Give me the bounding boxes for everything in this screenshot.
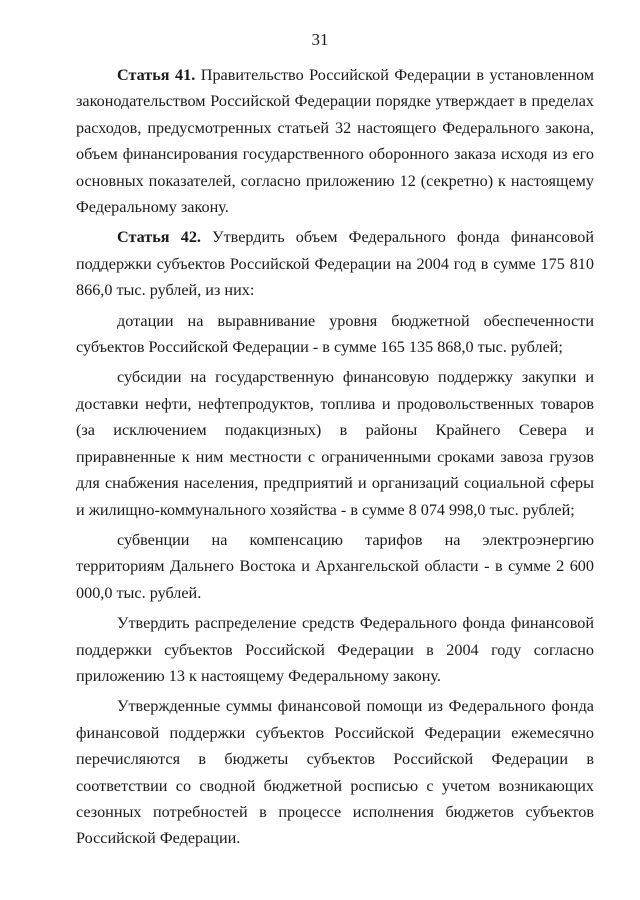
article-41-paragraph bbox=[76, 62, 594, 220]
document-body bbox=[76, 62, 594, 856]
article-42-item-subsidies-equalization: дотации на выравнивание уровня бюджетной обеспеченности субъектов Российской Федерации - в сумме 165 135 868,0 тыс. рублей; bbox=[76, 311, 594, 357]
article-42-transfer-paragraph: Утвержденные суммы финансовой помощи из Федерального фонда финансовой поддержки субъектов Российской Федерации ежемесячно перечисляются в бюджеты субъектов Российской Федерации в соответствии со сводной бюджетной росписью с учетом возникающих сезонных потребностей в процессе исполнения бюджетов субъектов Российской Федерации. bbox=[76, 697, 594, 848]
article-42-paragraph bbox=[76, 224, 594, 303]
article-42-item-subventions-electricity: субвенции на компенсацию тарифов на электроэнергию территориям Дальнего Востока и Архангельской области - в сумме 2 600 000,0 тыс. рублей. bbox=[76, 530, 594, 602]
article-41-text: Правительство Российской Федерации в установленном законодательством Российской Федерации порядке утверждает в пределах расходов, предусмотренных статьей 32 настоящего Федерального закона, объем финансирования государственного оборонного заказа исходя из его основных показателей, согласно приложению 12 (секретно) к настоящему Федеральному закону. bbox=[76, 66, 594, 217]
article-42-heading: Статья 42. bbox=[117, 228, 201, 247]
article-42-text: Утвердить объем Федерального фонда финансовой поддержки субъектов Российской Федерации на 2004 год в сумме 175 810 866,0 тыс. рублей, из них: bbox=[76, 228, 594, 300]
article-42-item-subsidies-fuel-delivery: субсидии на государственную финансовую поддержку закупки и доставки нефти, нефтепродуктов, топлива и продовольственных товаров (за исключением подакцизных) в районы Крайнего Севера и приравненные к ним местности с ограниченными сроками завоза грузов для снабжения населения, предприятий и организаций социальной сферы и жилищно-коммунального хозяйства - в сумме 8 074 998,0 тыс. рублей; bbox=[76, 368, 594, 519]
article-41-heading: Статья 41. bbox=[117, 66, 196, 84]
page-number: 31 bbox=[311, 30, 329, 49]
article-42-distribution-paragraph: Утвердить распределение средств Федерального фонда финансовой поддержки субъектов Российской Федерации в 2004 году согласно приложению 13 к настоящему Федеральному закону. bbox=[76, 614, 594, 685]
